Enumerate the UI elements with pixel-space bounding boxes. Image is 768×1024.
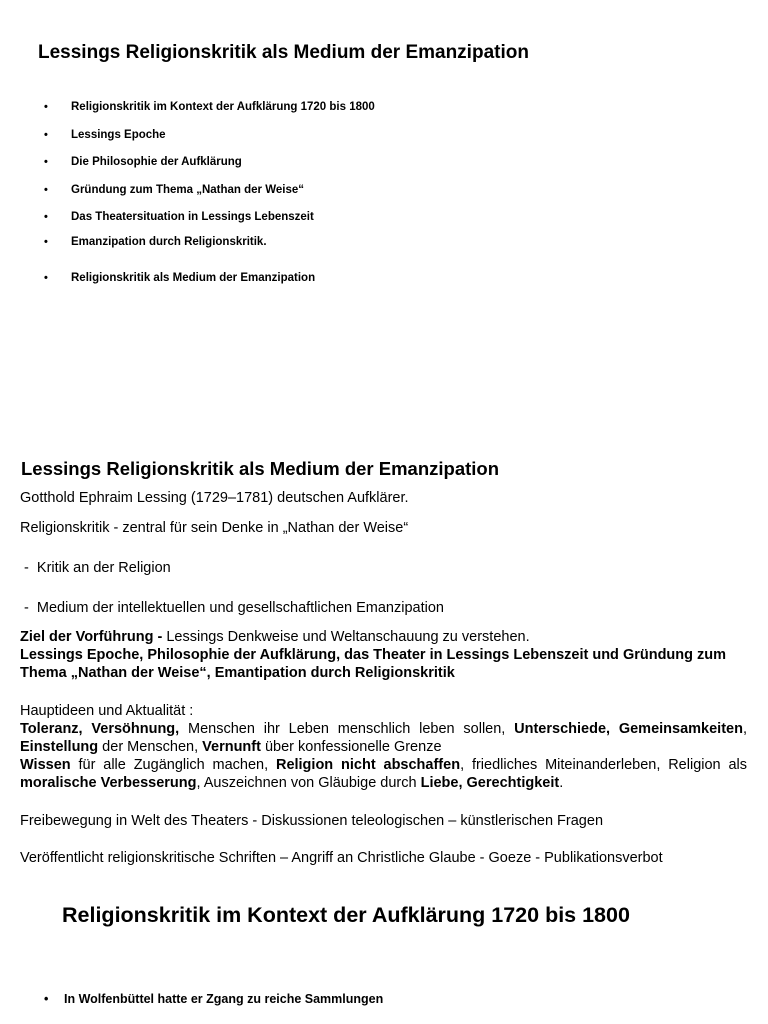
list-item-text: Die Philosophie der Aufklärung (71, 156, 242, 168)
bullet-icon: • (44, 101, 48, 113)
ziel-paragraph (20, 628, 747, 682)
list-item (44, 992, 383, 1006)
text-span: . (559, 775, 564, 791)
list-item (44, 129, 166, 141)
list-item-text: In Wolfenbüttel hatte er Zgang zu reiche Sammlungen (64, 992, 384, 1006)
slide-overview (0, 440, 768, 870)
hauptideen-label: Hauptideen und Aktualität : (20, 703, 194, 719)
bullet-icon: • (44, 211, 48, 223)
slide-table-of-contents (0, 0, 768, 400)
list-item (44, 101, 375, 113)
point-medium: - Medium der intellektuellen und gesellschaftlichen Emanzipation (20, 600, 444, 616)
bullet-icon: • (44, 236, 48, 248)
text-span: der Menschen, (98, 739, 203, 755)
list-item-text: Das Theatersituation in Lessings Lebenszeit (71, 211, 314, 223)
slide-kontext (0, 880, 768, 1024)
term-religion-nicht-abschaffen: Religion nicht abschaffen (275, 757, 461, 773)
list-item-text: Lessings Epoche (71, 129, 166, 141)
intro-text: Gotthold Ephraim Lessing (1729–1781) deutschen Aufklärer. (20, 490, 409, 506)
ziel-text: Lessings Denkweise und Weltanschauung zu verstehen. (166, 629, 530, 645)
list-item (44, 156, 242, 168)
slide-title: Lessings Religionskritik als Medium der Emanzipation (38, 42, 529, 63)
text-span: , Auszeichnen von Gläubige durch (196, 775, 421, 791)
list-item-text: Emanzipation durch Religionskritik. (71, 236, 267, 248)
list-item (44, 211, 314, 223)
list-item-text: Religionskritik als Medium der Emanzipation (71, 272, 316, 284)
bullet-icon: • (44, 992, 49, 1006)
term-moralische-verbesserung: moralische Verbesserung (20, 775, 197, 791)
point-kritik: - Kritik an der Religion (20, 560, 171, 576)
hauptideen-paragraph (20, 702, 747, 792)
term-liebe-gerechtigkeit: Liebe, Gerechtigkeit (420, 775, 560, 791)
term-vernunft: Vernunft (202, 739, 261, 755)
term-unterschiede: Unterschiede, Gemeinsamkeiten (514, 721, 743, 737)
list-item (44, 272, 315, 284)
list-item-text: Religionskritik im Kontext der Aufklärung 1720 bis 1800 (71, 101, 375, 113)
bullet-icon: • (44, 156, 48, 168)
slide-title: Religionskritik im Kontext der Aufklärung 1720 bis 1800 (62, 903, 630, 927)
text-span: , (742, 721, 747, 737)
bullet-icon: • (44, 184, 48, 196)
text-span: Menschen ihr Leben menschlich leben sollen, (179, 721, 515, 737)
freibewegung-text: Freibewegung in Welt des Theaters - Diskussionen teleologischen – künstlerischen Fragen (20, 813, 604, 829)
list-item (44, 184, 304, 196)
themes-line: Lessings Epoche, Philosophie der Aufklärung, das Theater in Lessings Lebenszeit und Gründung zum Thema „Nathan der Weise“, Emantipation durch Religionskritik (20, 647, 727, 681)
term-einstellung: Einstellung (20, 739, 99, 755)
bullet-icon: • (44, 272, 48, 284)
list-item-text: Gründung zum Thema „Nathan der Weise“ (71, 184, 305, 196)
text-span: für alle Zugänglich machen, (70, 757, 276, 773)
slide-title: Lessings Religionskritik als Medium der Emanzipation (21, 458, 500, 479)
veroeffentlicht-text: Veröffentlicht religionskritische Schriften – Angriff an Christliche Glaube - Goeze - Publikationsverbot (20, 850, 663, 866)
ziel-label: Ziel der Vorführung - (20, 629, 167, 645)
text-span: , friedliches Miteinanderleben, Religion als (460, 757, 747, 773)
religionskritik-text: Religionskritik - zentral für sein Denke in „Nathan der Weise“ (20, 520, 409, 536)
list-item (44, 236, 267, 248)
term-wissen: Wissen (20, 757, 71, 773)
text-span: über konfessionelle Grenze (260, 739, 442, 755)
bullet-icon: • (44, 129, 48, 141)
term-toleranz: Toleranz, Versöhnung, (20, 721, 180, 737)
